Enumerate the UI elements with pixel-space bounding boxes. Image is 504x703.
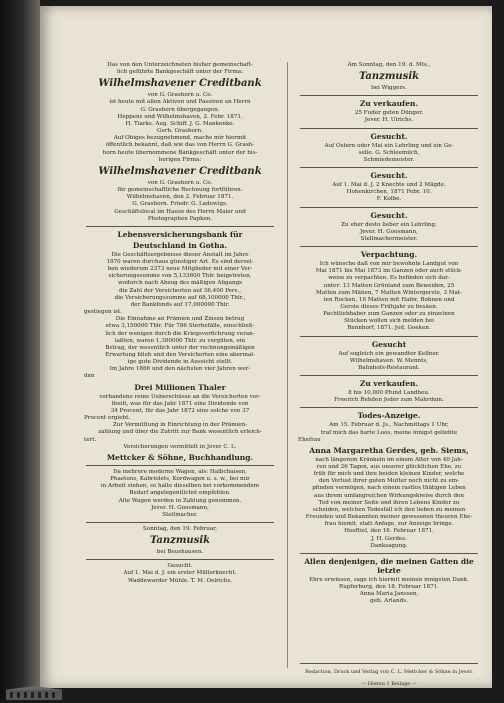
ad-text: Freerich Rehden Jeder zum Mahrdum. xyxy=(334,397,444,404)
ad-text: Ich wünsche daß von mir bewohnte Landgut von xyxy=(319,261,459,268)
ad-text: weise zu verpachten. Es befinden sich dar- xyxy=(328,275,450,282)
supplement-line: — Hierzu 1 Beilage — xyxy=(361,680,417,687)
ad-headline: Gesucht. xyxy=(370,171,408,181)
ad-text: Zur Vermittlung in Einrichtung in der Prämien- xyxy=(112,422,248,429)
column-divider xyxy=(287,62,288,668)
ad-text: für gemeinschaftliche Rechnung fortführen. xyxy=(117,187,243,194)
ad-text: unter: 13 Matten Grünland zum Beweiden, 25 xyxy=(323,282,455,289)
ad-text: frau hiemit, statt Anfage, zur Anzeige bringe. xyxy=(324,521,454,528)
separator-rule xyxy=(300,663,478,664)
ad-text: Auf sogleich ein gewandter Kellner. xyxy=(338,350,440,357)
ad-text: ten Rocken, 16 Matten mit Hafer, Bohnen und xyxy=(323,296,455,303)
ad-text: Danksagung. xyxy=(370,542,408,549)
ad-text: Bedarf angelegentlichst empfohlen. xyxy=(129,490,231,497)
ad-text: H. Tiarks. Aug. Schiff. J. G. Mankenke. xyxy=(125,120,235,127)
ad-text: die Zahl der Versicherten auf 36,400 Pers., xyxy=(118,287,242,294)
ad-headline: Tanzmusik xyxy=(358,71,420,83)
ad-headline: Mettcker & Söhne, Buchhandlung. xyxy=(106,452,254,462)
ad-text: Pachtliebhaber zum Ganzen oder zu einzelnen xyxy=(323,311,455,318)
ad-text: den xyxy=(84,373,95,380)
ad-text: Das von den Unterzeichneten bisher gemeinschaft- xyxy=(107,62,253,68)
ad-text: 34 Procent, für das Jahr 1872 eine solche von 37 xyxy=(110,407,250,414)
ad-text: Die Einnahme an Prämien und Zinsen betrug xyxy=(115,316,245,323)
imprint-line: Redaction, Druck und Verlag von C. L. Mettcker & Söhne in Jever. xyxy=(305,669,473,675)
ad-text: Versicherungen vermittelt in Jever C. L. xyxy=(123,443,237,450)
ad-text: Sonntag, den 19. Februar, xyxy=(143,525,217,532)
ad-text: nach längerem Kränkeln im einem Alter von 40 Jah- xyxy=(315,456,463,463)
ad-headline: Gesucht xyxy=(371,339,407,349)
ad-text: in Arbeit stehen, so halte dieselben bei vorkommendem xyxy=(100,483,260,490)
ad-text: Stellmachermeister. xyxy=(360,235,418,242)
ad-text: F. Kolbe. xyxy=(376,196,402,203)
ad-text: die Versicherungssumme auf 68,100000 Thlr., xyxy=(114,294,246,301)
ad-text: Da mehrere moderne Wagen, als: Halbchaisen, xyxy=(113,468,247,475)
ad-text: scheiden, welchen Todesfall ich den lieben zu meinen xyxy=(312,506,466,513)
ad-text: aus ihrem umfangreichen Wirkungskreise durch den xyxy=(314,492,464,499)
ad-text: von G. Grashorn u. Co. xyxy=(147,179,213,186)
ad-text: Im Jahre 1866 und den nächsten vier Jahren wer- xyxy=(109,366,251,373)
ad-text: Stücken wollen sich melden bei xyxy=(344,318,434,325)
ad-headline: Todes-Anzeige. xyxy=(357,411,421,421)
newspaper-page xyxy=(40,6,492,688)
ad-text: Phaetons, Kabriolets, Kordwagen u. s. w., bei mir xyxy=(110,476,250,483)
ad-headline: Allen denjenigen, die meinen Gatten die letzte xyxy=(304,556,474,575)
ad-headline: Verpachtung. xyxy=(360,250,418,260)
ad-text: Jever. H. Goosmann, xyxy=(151,504,209,511)
separator-rule xyxy=(300,336,478,337)
ad-text: theilt, was für das Jahr 1871 eine Dividende von xyxy=(111,400,249,407)
ad-headline: Wilhelmshavener Creditbank xyxy=(98,78,262,90)
ad-text: Erwartung blieb und den Versicherten eine abermal- xyxy=(105,352,255,358)
ad-text: selle. G. Schleemilch, xyxy=(358,149,420,156)
ad-text: lich der wenigen durch die Kriegsverfichrung veran- xyxy=(105,330,255,337)
ad-text: horn heute übernommene Bankgeschäft unter der bis- xyxy=(102,149,258,156)
ad-text: tert. xyxy=(84,436,97,443)
separator-rule xyxy=(300,95,478,96)
archive-building-icon xyxy=(4,686,64,700)
ad-text: Betrag, der wesentlich unter der rechnungsmäßigen xyxy=(105,344,255,351)
ad-text: lich geführte Bankgeschäft unter der Firma: xyxy=(116,69,244,76)
ad-headline: Tanzmusik xyxy=(149,535,211,547)
ad-text: Freunden und Bekannten meiner gewesenen theuren Ehe- xyxy=(305,514,473,521)
ad-text: 25 Fuder guten Dünger. xyxy=(354,110,424,117)
ad-text: 8 bis 10,000 Pfund Landheu. xyxy=(348,390,430,397)
ad-text: ist heute mit allen Aktiven und Passiven an Herrn xyxy=(109,99,251,106)
separator-rule xyxy=(86,226,274,227)
ad-headline: Anna Margaretha Gerdes, geb. Siems, xyxy=(309,445,469,455)
ad-text: herigen Firma: xyxy=(158,156,202,163)
ad-text: Gesucht. xyxy=(167,563,193,570)
ad-text: früh für mich und ihre beiden kleinen Kinder, welche xyxy=(313,471,465,478)
separator-rule xyxy=(300,128,478,129)
separator-rule xyxy=(300,207,478,208)
ad-text: laßten, waren 1,380000 Thlr. zu vergüten, ein xyxy=(114,337,246,344)
ad-text: pfinden vermögen, nach einem rastlos thätigen Leben xyxy=(312,485,466,492)
ad-text: von G. Grashorn u. Co. xyxy=(147,92,213,99)
ad-text: Matten zum Mähen, 7 Matten Wintergerste, 3 Mat- xyxy=(316,289,462,296)
ad-text: ben wiederum 2373 neue Mitglieder mit einer Ver- xyxy=(107,266,253,273)
ad-text: J. H. Gerdes. xyxy=(371,535,407,542)
left-column xyxy=(80,62,280,585)
ad-text: Am 15. Februar d. Js., Nachmittags 1 Uhr, xyxy=(329,422,449,429)
separator-rule xyxy=(300,553,478,554)
ad-text: Rennhorf, 1871. Jod. Goeken. xyxy=(347,325,431,332)
ad-headline: Zu verkaufen. xyxy=(359,379,419,389)
ad-headline: Gesucht. xyxy=(370,131,408,141)
ad-text: Mai 1871 bis Mai 1873 im Ganzen oder auch stück- xyxy=(315,268,463,275)
ad-text: Hohenkirchen, 1871 Febr. 10. xyxy=(346,189,432,196)
ad-text: bei Wiggers. xyxy=(371,85,407,92)
ad-text: öffentlich bekannt, daß wie das von Herrn G. Grash- xyxy=(105,142,255,149)
ad-headline: Deutschland in Gotha. xyxy=(132,240,228,250)
ad-text: G. Grashorn übergegangen. xyxy=(140,106,220,113)
ad-text: Wilhelmshaven, den 2. Februar 1871. xyxy=(126,194,234,201)
separator-rule xyxy=(86,465,274,466)
book-binding xyxy=(0,0,40,700)
ad-text: Photographen Papken. xyxy=(147,215,213,222)
ad-text: Alte Wagen werden in Zahlung genommen. xyxy=(118,497,242,504)
ad-headline: Drei Millionen Thaler xyxy=(134,382,226,392)
ad-text: Stellmacher. xyxy=(162,511,198,518)
ad-text: Jever. H. Goosmann, xyxy=(360,228,418,235)
ad-text: Bahnhofs-Restaurant. xyxy=(358,364,420,371)
separator-rule xyxy=(300,407,478,408)
ad-text: ige gute Dividende in Aussicht stellt. xyxy=(127,359,233,366)
ad-headline: Gesucht. xyxy=(370,210,408,220)
ad-text: wodurch nach Abzug des mäßigen Abgangs xyxy=(117,280,243,287)
ad-text: Auf 1. Mai d. J. 2 Knechte und 2 Mägde. xyxy=(332,182,446,189)
ad-headline: Lebensversicherungsbank für xyxy=(117,229,243,239)
ad-text: traf mich das harte Loos, meine innigst geliebte xyxy=(320,429,458,436)
ad-text: Ehre erwiesen, sage ich hiermit meinen innigsten Dank. xyxy=(309,576,469,583)
ad-text: Wilhelmshaven. W. Mennts, xyxy=(349,357,429,364)
separator-rule xyxy=(86,522,274,523)
ad-text: vorhandene reine Ueberschüsse an die Versicherten ver- xyxy=(99,393,261,400)
page-footer xyxy=(294,660,484,688)
ad-text: etwa 3,150000 Thlr. Für 786 Sterbefälle, einschließ- xyxy=(105,323,255,330)
ad-text: Rupferburg, den 18. Februar 1871. xyxy=(339,584,439,591)
ad-text: Geschäftslocal im Hause des Herrn Maler und xyxy=(114,208,246,215)
ad-text: Gerste dieses Frühjahr zu besäen. xyxy=(340,303,438,310)
ad-text: Auf 1. Mai d. J. ein erster Müllerknecht. xyxy=(123,570,237,577)
ad-text: der Bankfonds auf 17,000000 Thlr. xyxy=(130,301,230,308)
ad-text: Procent ergiebt. xyxy=(84,415,131,422)
ad-text: Schmiedemeister. xyxy=(363,156,415,163)
ad-text: gestiegen ist. xyxy=(84,309,123,316)
ad-text: Waddewarder Mühle. T. M. Oelrichs. xyxy=(127,577,233,584)
ad-text: ren und 26 Tagen, aus unserer glücklichen Ehe, zu xyxy=(316,464,462,470)
ad-text: Heppens und Wilhelmshaven, 2. Febr. 1871. xyxy=(117,113,243,120)
ad-text: sicherungssumme von 5,133600 Thlr. beigetreten, xyxy=(108,273,252,280)
ad-text: Am Sonntag, den 19. d. Mts., xyxy=(347,62,431,68)
separator-rule xyxy=(86,559,274,560)
ad-text: Die Geschäftsergebnisse dieser Anstalt im Jahre xyxy=(111,251,249,258)
separator-rule xyxy=(300,246,478,247)
ad-text: geb. Arlands. xyxy=(370,598,408,605)
ad-text: den Verlust ihrer guten Mutter noch nicht zu em- xyxy=(318,478,460,485)
ad-text: zahlung und über die Zutritt zur Bank wesentlich erleich- xyxy=(98,429,262,436)
ad-text: Ehefrau xyxy=(298,436,321,443)
ad-text: Jever. H. Ulrichs. xyxy=(364,117,414,124)
ad-text: G. Grashorn. Friedr. G. Ladewigs. xyxy=(132,201,228,208)
ad-text: Hooftiel, den 16. Februar 1871. xyxy=(344,528,434,535)
right-column xyxy=(294,62,484,606)
ad-text: Tod von meiner Seite und ihren Lebens Kinder zu xyxy=(318,499,460,506)
ad-text: Auf Ostern oder Mai ein Lehrling und ein Ge- xyxy=(324,142,454,149)
separator-rule xyxy=(300,375,478,376)
ad-headline: Zu verkaufen. xyxy=(359,99,419,109)
ad-headline: Wilhelmshavener Creditbank xyxy=(98,165,262,177)
separator-rule xyxy=(300,167,478,168)
ad-text: Zu eher desto lieber ein Lehrling. xyxy=(341,221,437,228)
ad-text: Gerh. Grashorn. xyxy=(157,128,203,135)
ad-text: 1870 waren durchaus günstiger Art. Es sind dersel- xyxy=(106,258,254,265)
ad-text: bei Beushausen. xyxy=(156,549,204,556)
ad-text: Auf Obiges bezugnehmend, mache mir hiermit xyxy=(113,135,247,142)
ad-text: Anna Maria Janssen, xyxy=(359,591,419,598)
